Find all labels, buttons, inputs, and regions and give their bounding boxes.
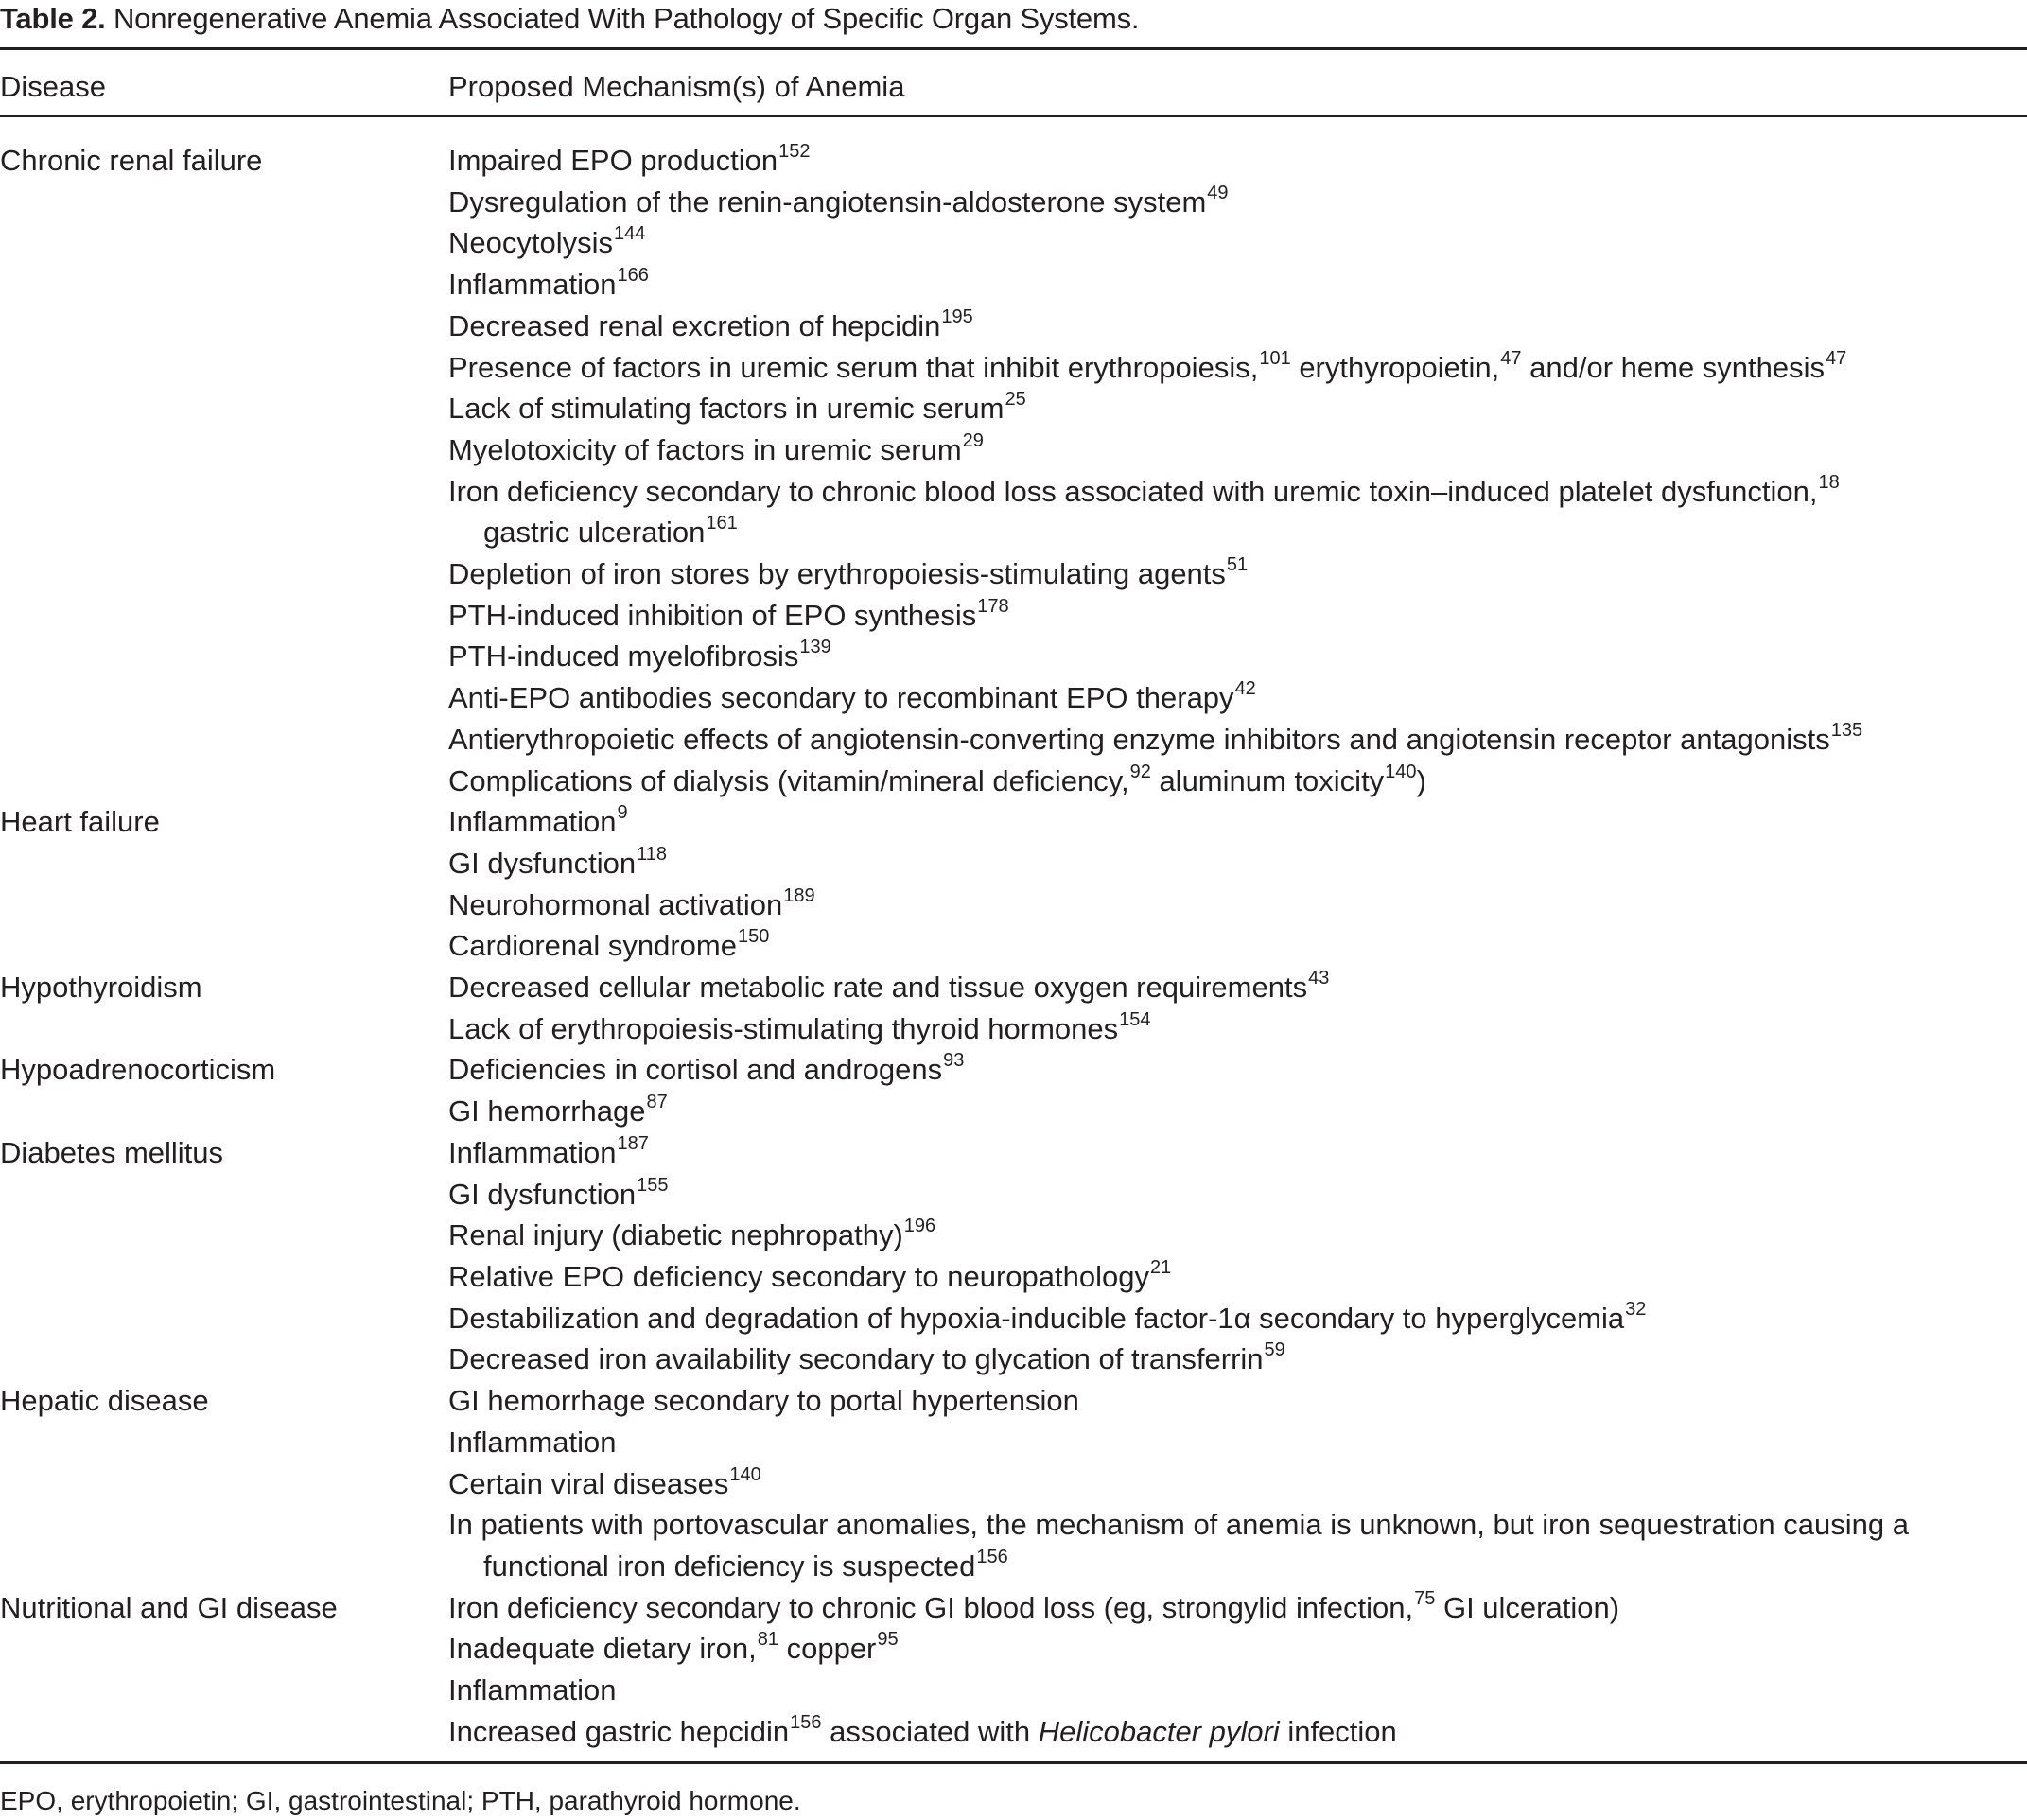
table-footnote: EPO, erythropoietin; GI, gastrointestinal; PTH, parathyroid hormone. <box>0 1786 801 1815</box>
mechanism-text: Iron deficiency secondary to chronic blood loss associated with uremic toxin–induced platelet dysfunction, <box>448 474 1818 508</box>
mechanism-item <box>448 140 2027 182</box>
mechanism-item <box>448 636 2027 677</box>
mechanism-item <box>448 843 2027 884</box>
mechanism-cell <box>448 967 2027 1049</box>
disease-cell: Hepatic disease <box>0 1384 209 1418</box>
reference-citation: 152 <box>778 141 811 162</box>
mechanism-text: aluminum toxicity <box>1150 763 1385 797</box>
reference-citation: 139 <box>799 637 831 658</box>
table-row-group <box>0 1587 2027 1753</box>
reference-citation: 135 <box>1830 719 1863 741</box>
mechanism-text: ) <box>1416 763 1426 797</box>
mechanism-text: erythyropoietin, <box>1290 350 1500 384</box>
mechanism-text: functional iron deficiency is suspected <box>483 1549 976 1583</box>
mechanism-item <box>448 1339 2027 1380</box>
reference-citation: 47 <box>1500 347 1522 369</box>
mechanism-item <box>448 1091 2027 1132</box>
mechanism-text: Iron deficiency secondary to chronic GI blood loss (eg, strongylid infection, <box>448 1590 1414 1624</box>
mechanism-item <box>448 1670 2027 1711</box>
mechanism-item <box>448 761 2027 802</box>
header-rule <box>0 115 2027 117</box>
mechanism-item <box>448 1298 2027 1339</box>
mechanism-text: Renal injury (diabetic nephropathy) <box>448 1218 903 1252</box>
reference-citation: 178 <box>977 595 1009 617</box>
mechanism-item <box>448 264 2027 306</box>
reference-citation: 189 <box>783 884 815 906</box>
reference-citation: 101 <box>1259 347 1291 369</box>
disease-cell: Chronic renal failure <box>0 144 263 177</box>
mechanism-item <box>448 182 2027 223</box>
mechanism-item <box>448 1008 2027 1050</box>
mechanism-text: Inflammation <box>448 1135 617 1169</box>
mechanism-text: associated with <box>821 1714 1039 1748</box>
mechanism-item <box>448 1422 2027 1463</box>
mechanism-text: Depletion of iron stores by erythropoiesis-stimulating agents <box>448 557 1226 591</box>
mechanism-text: GI hemorrhage secondary to portal hypertension <box>448 1384 1079 1418</box>
mechanism-text: Dysregulation of the renin-angiotensin-aldosterone system <box>448 184 1207 219</box>
reference-citation: 29 <box>962 429 984 451</box>
mechanism-text: Antierythropoietic effects of angiotensin-converting enzyme inhibitors and angiotensin receptor antagonists <box>448 722 1830 756</box>
mechanism-item <box>448 884 2027 926</box>
mechanism-item <box>448 1049 2027 1091</box>
mechanism-item <box>448 306 2027 347</box>
mechanism-item <box>448 471 2027 553</box>
mechanism-item <box>448 1628 2027 1670</box>
wrapped-line <box>448 1546 2027 1587</box>
reference-citation: 43 <box>1308 968 1330 989</box>
table-row-group <box>0 1049 2027 1131</box>
reference-citation: 9 <box>617 802 628 824</box>
table-row-group <box>0 1132 2027 1380</box>
mechanism-text: Deficiencies in cortisol and androgens <box>448 1053 943 1087</box>
mechanism-item <box>448 1504 2027 1586</box>
mechanism-text: PTH-induced inhibition of EPO synthesis <box>448 598 977 632</box>
reference-citation: 140 <box>729 1463 761 1485</box>
reference-citation: 21 <box>1150 1256 1172 1278</box>
table-row-group <box>0 967 2027 1049</box>
reference-citation: 156 <box>976 1546 1008 1567</box>
mechanism-cell <box>448 1587 2027 1753</box>
table-body <box>0 140 2027 1752</box>
reference-citation: 140 <box>1385 761 1417 782</box>
mechanism-text: PTH-induced myelofibrosis <box>448 639 799 674</box>
mechanism-item <box>448 719 2027 761</box>
reference-citation: 49 <box>1207 182 1229 203</box>
reference-citation: 187 <box>617 1132 649 1154</box>
reference-citation: 195 <box>941 306 973 327</box>
mechanism-cell <box>448 1049 2027 1131</box>
mechanism-text: Inadequate dietary iron, <box>448 1632 757 1666</box>
mechanism-item <box>448 677 2027 719</box>
disease-cell: Hypothyroidism <box>0 971 202 1005</box>
disease-cell: Heart failure <box>0 805 160 839</box>
mechanism-item <box>448 1711 2027 1753</box>
mechanism-text: Inflammation <box>448 1425 617 1459</box>
mechanism-text: GI ulceration) <box>1435 1590 1620 1624</box>
reference-citation: 166 <box>617 265 649 287</box>
reference-citation: 95 <box>877 1629 899 1651</box>
mechanism-text: Impaired EPO production <box>448 144 778 177</box>
reference-citation: 47 <box>1826 347 1847 369</box>
mechanism-text: gastric ulceration <box>483 516 706 550</box>
reference-citation: 150 <box>737 926 770 948</box>
mechanism-text: Inflammation <box>448 805 617 839</box>
table-title: Nonregenerative Anemia Associated With Pathology of Specific Organ Systems. <box>113 2 1140 35</box>
mechanism-text: Presence of factors in uremic serum that inhibit erythropoiesis, <box>448 350 1259 384</box>
mechanism-text: Lack of stimulating factors in uremic serum <box>448 392 1005 426</box>
reference-citation: 144 <box>614 223 646 245</box>
mechanism-text: copper <box>778 1632 877 1666</box>
mechanism-text: Certain viral diseases <box>448 1466 729 1500</box>
mechanism-text: Inflammation <box>448 268 617 302</box>
table-row-group <box>0 140 2027 801</box>
mechanism-cell <box>448 1380 2027 1587</box>
mechanism-item <box>448 1380 2027 1422</box>
italic-species-name: Helicobacter pylori <box>1038 1714 1280 1748</box>
mechanism-text: In patients with portovascular anomalies, the mechanism of anemia is unknown, but iron sequestration causing a <box>448 1508 1909 1542</box>
mechanism-cell <box>448 1132 2027 1380</box>
reference-citation: 25 <box>1005 389 1026 411</box>
mechanism-item <box>448 801 2027 843</box>
mechanism-text: Decreased renal excretion of hepcidin <box>448 308 941 342</box>
mechanism-item <box>448 429 2027 471</box>
mechanism-text: Myelotoxicity of factors in uremic serum <box>448 432 962 466</box>
table-label: Table 2. <box>0 2 106 35</box>
mechanism-item <box>448 347 2027 389</box>
mechanism-text: Neocytolysis <box>448 226 613 260</box>
table-row-group <box>0 801 2027 967</box>
mechanism-item <box>448 1215 2027 1256</box>
disease-cell: Diabetes mellitus <box>0 1135 224 1169</box>
table-row-group <box>0 1380 2027 1587</box>
reference-citation: 196 <box>903 1216 936 1237</box>
mechanism-text: Neurohormonal activation <box>448 887 783 921</box>
reference-citation: 161 <box>706 513 738 534</box>
table-caption <box>0 0 1139 38</box>
mechanism-text: Destabilization and degradation of hypoxia-inducible factor-1α secondary to hyperglycemia <box>448 1301 1625 1335</box>
disease-cell: Hypoadrenocorticism <box>0 1053 276 1087</box>
mechanism-text: Lack of erythropoiesis-stimulating thyroid hormones <box>448 1011 1119 1045</box>
mechanism-text: Inflammation <box>448 1673 617 1707</box>
reference-citation: 155 <box>637 1174 669 1196</box>
bottom-rule <box>0 1761 2027 1764</box>
mechanism-text: Anti-EPO antibodies secondary to recombinant EPO therapy <box>448 681 1234 715</box>
reference-citation: 156 <box>790 1711 822 1733</box>
mechanism-item <box>448 925 2027 967</box>
mechanism-text: infection <box>1279 1714 1397 1748</box>
mechanism-item <box>448 222 2027 264</box>
reference-citation: 118 <box>637 843 668 865</box>
reference-citation: 59 <box>1264 1339 1285 1361</box>
mechanism-text: Cardiorenal syndrome <box>448 929 737 963</box>
wrapped-line <box>448 512 2027 553</box>
mechanism-item <box>448 1132 2027 1174</box>
reference-citation: 93 <box>943 1050 965 1072</box>
column-header-mechanism: Proposed Mechanism(s) of Anemia <box>448 70 905 103</box>
reference-citation: 81 <box>757 1629 778 1651</box>
reference-citation: 87 <box>646 1092 668 1113</box>
mechanism-item <box>448 1174 2027 1216</box>
mechanism-item <box>448 553 2027 595</box>
mechanism-text: GI dysfunction <box>448 1177 637 1211</box>
reference-citation: 75 <box>1414 1587 1436 1609</box>
mechanism-text: GI dysfunction <box>448 846 637 880</box>
mechanism-item <box>448 595 2027 637</box>
mechanism-cell <box>448 801 2027 967</box>
reference-citation: 18 <box>1818 471 1840 493</box>
reference-citation: 92 <box>1129 761 1151 782</box>
column-header-disease: Disease <box>0 70 106 103</box>
mechanism-item <box>448 388 2027 429</box>
mechanism-text: Decreased iron availability secondary to glycation of transferrin <box>448 1342 1264 1376</box>
reference-citation: 32 <box>1625 1298 1647 1320</box>
mechanism-text: Relative EPO deficiency secondary to neuropathology <box>448 1259 1149 1293</box>
mechanism-cell <box>448 140 2027 801</box>
reference-citation: 51 <box>1226 554 1249 576</box>
reference-citation: 42 <box>1234 678 1256 700</box>
disease-cell: Nutritional and GI disease <box>0 1590 338 1624</box>
mechanism-text: Complications of dialysis (vitamin/mineral deficiency, <box>448 763 1129 797</box>
mechanism-text: Increased gastric hepcidin <box>448 1714 790 1748</box>
mechanism-item <box>448 1587 2027 1629</box>
mechanism-text: GI hemorrhage <box>448 1094 646 1129</box>
mechanism-item <box>448 967 2027 1008</box>
top-rule <box>0 47 2027 50</box>
mechanism-item <box>448 1256 2027 1298</box>
mechanism-text: Decreased cellular metabolic rate and tissue oxygen requirements <box>448 971 1308 1005</box>
mechanism-item <box>448 1463 2027 1505</box>
mechanism-text: and/or heme synthesis <box>1521 350 1826 384</box>
reference-citation: 154 <box>1119 1008 1151 1030</box>
